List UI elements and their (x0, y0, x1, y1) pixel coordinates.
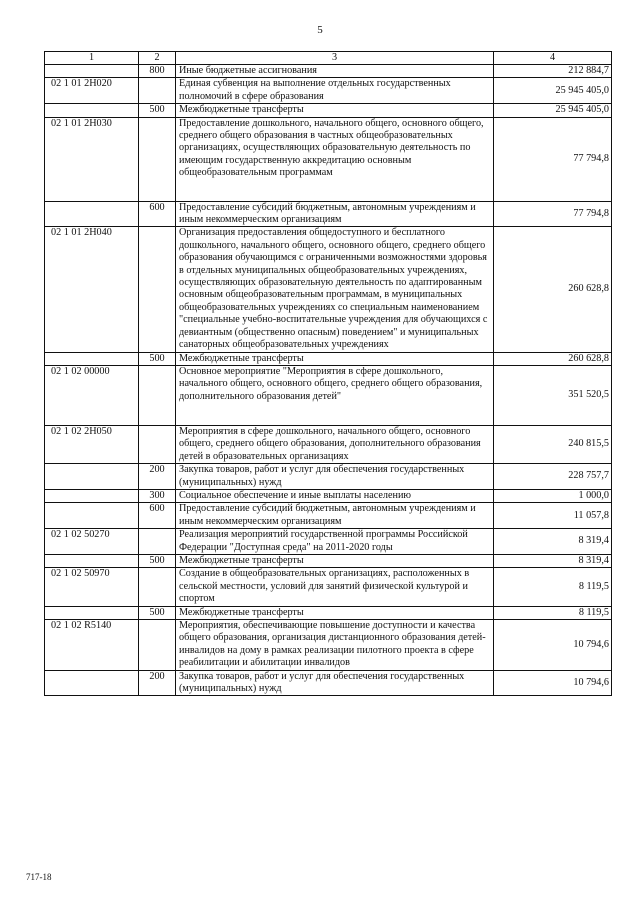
row-sum: 77 794,8 (494, 201, 612, 227)
table-row (45, 365, 612, 425)
row-name: Межбюджетные трансферты (176, 554, 494, 567)
row-code (45, 104, 139, 117)
row-sum: 11 057,8 (494, 503, 612, 529)
page-number: 5 (317, 24, 323, 36)
table-row (45, 568, 612, 606)
header-col-1: 1 (45, 52, 139, 65)
table-row (45, 503, 612, 529)
row-name: Социальное обеспечение и иные выплаты населению (176, 489, 494, 502)
row-sum: 8 319,4 (494, 529, 612, 555)
row-code: 02 1 02 50970 (45, 568, 139, 606)
row-sum: 260 628,8 (494, 352, 612, 365)
row-code: 02 1 02 2Н050 (45, 425, 139, 463)
row-sum: 228 757,7 (494, 464, 612, 490)
row-expense-type: 600 (139, 201, 176, 227)
table-row (45, 78, 612, 104)
row-expense-type: 200 (139, 464, 176, 490)
table-row (45, 425, 612, 463)
row-expense-type (139, 227, 176, 352)
table-row (45, 227, 612, 352)
row-name: Межбюджетные трансферты (176, 606, 494, 619)
row-sum: 10 794,6 (494, 620, 612, 671)
row-code: 02 1 02 R5140 (45, 620, 139, 671)
row-name: Межбюджетные трансферты (176, 104, 494, 117)
header-col-3: 3 (176, 52, 494, 65)
row-expense-type: 200 (139, 670, 176, 696)
row-sum: 25 945 405,0 (494, 78, 612, 104)
table-row (45, 464, 612, 490)
row-code: 02 1 02 00000 (45, 365, 139, 425)
row-code (45, 554, 139, 567)
row-expense-type (139, 78, 176, 104)
row-code (45, 65, 139, 78)
row-name: Закупка товаров, работ и услуг для обеспечения государственных (муниципальных) нужд (176, 464, 494, 490)
table-row (45, 201, 612, 227)
row-code (45, 464, 139, 490)
row-name: Единая субвенция на выполнение отдельных государственных полномочий в сфере образования (176, 78, 494, 104)
table-row (45, 352, 612, 365)
row-expense-type: 300 (139, 489, 176, 502)
row-code: 02 1 01 2Н040 (45, 227, 139, 352)
row-code (45, 489, 139, 502)
row-name: Предоставление субсидий бюджетным, автономным учреждениям и иным некоммерческим организациям (176, 503, 494, 529)
row-expense-type (139, 568, 176, 606)
row-sum: 1 000,0 (494, 489, 612, 502)
header-col-4: 4 (494, 52, 612, 65)
row-sum: 240 815,5 (494, 425, 612, 463)
row-name: Мероприятия, обеспечивающие повышение доступности и качества общего образования, организация дистанционного образования детей-инвалидов на дому в рамках реализации пилотного проекта в сфере реабилитации и абилитации инвалидов (176, 620, 494, 671)
row-code: 02 1 01 2Н030 (45, 117, 139, 201)
table-row (45, 620, 612, 671)
row-name: Организация предоставления общедоступного и бесплатного дошкольного, начального общего, основного общего, среднего общего образования обучающимся с ограниченными возможностями здоровья в отдельных муниципальных общеобразовательных учреждениях, осуществляющих образовательную деятельность по адаптированным основным общеобразовательным программам, в муниципальных общеобразовательных учреждениях со специальным наименованием "специальные учебно-воспитательные учреждения для обучающихся с девиантным (общественно опасным) поведением" и муниципальных санаторных общеобразовательных учреждениях (176, 227, 494, 352)
table-row (45, 670, 612, 696)
table-row (45, 104, 612, 117)
row-name: Реализация мероприятий государственной программы Российской Федерации "Доступная среда" на 2011-2020 годы (176, 529, 494, 555)
row-expense-type (139, 620, 176, 671)
row-expense-type: 800 (139, 65, 176, 78)
row-code: 02 1 02 50270 (45, 529, 139, 555)
table-row (45, 117, 612, 201)
row-name: Предоставление дошкольного, начального общего, основного общего, среднего общего образования в частных общеобразовательных организациях, осуществляющих образовательную деятельность по имеющим государственную аккредитацию основным общеобразовательным программам (176, 117, 494, 201)
table-row (45, 554, 612, 567)
row-name: Предоставление субсидий бюджетным, автономным учреждениям и иным некоммерческим организациям (176, 201, 494, 227)
table-row (45, 606, 612, 619)
row-sum: 8 319,4 (494, 554, 612, 567)
document-code: 717-18 (26, 872, 52, 882)
header-col-2: 2 (139, 52, 176, 65)
row-code (45, 352, 139, 365)
row-name: Межбюджетные трансферты (176, 352, 494, 365)
row-expense-type (139, 529, 176, 555)
row-sum: 212 884,7 (494, 65, 612, 78)
row-sum: 8 119,5 (494, 606, 612, 619)
row-expense-type: 500 (139, 554, 176, 567)
row-expense-type (139, 425, 176, 463)
row-name: Основное мероприятие "Мероприятия в сфере дошкольного, начального общего, основного общего, среднего общего образования, дополнительного образования детей" (176, 365, 494, 425)
row-name: Мероприятия в сфере дошкольного, начального общего, основного общего, среднего общего образования, дополнительного образования детей в образовательных организациях (176, 425, 494, 463)
row-sum: 8 119,5 (494, 568, 612, 606)
row-expense-type: 500 (139, 606, 176, 619)
row-name: Создание в общеобразовательных организациях, расположенных в сельской местности, условий для занятий физической культурой и спортом (176, 568, 494, 606)
budget-table (44, 51, 612, 696)
row-sum: 260 628,8 (494, 227, 612, 352)
row-expense-type: 500 (139, 104, 176, 117)
row-code (45, 670, 139, 696)
row-sum: 25 945 405,0 (494, 104, 612, 117)
row-code (45, 503, 139, 529)
row-code: 02 1 01 2Н020 (45, 78, 139, 104)
row-code (45, 201, 139, 227)
table-row (45, 529, 612, 555)
row-name: Закупка товаров, работ и услуг для обеспечения государственных (муниципальных) нужд (176, 670, 494, 696)
row-sum: 351 520,5 (494, 365, 612, 425)
row-expense-type: 500 (139, 352, 176, 365)
row-sum: 10 794,6 (494, 670, 612, 696)
row-name: Иные бюджетные ассигнования (176, 65, 494, 78)
row-code (45, 606, 139, 619)
row-sum: 77 794,8 (494, 117, 612, 201)
row-expense-type (139, 365, 176, 425)
table-header-row (45, 52, 612, 65)
row-expense-type: 600 (139, 503, 176, 529)
row-expense-type (139, 117, 176, 201)
table-row (45, 65, 612, 78)
table-row (45, 489, 612, 502)
